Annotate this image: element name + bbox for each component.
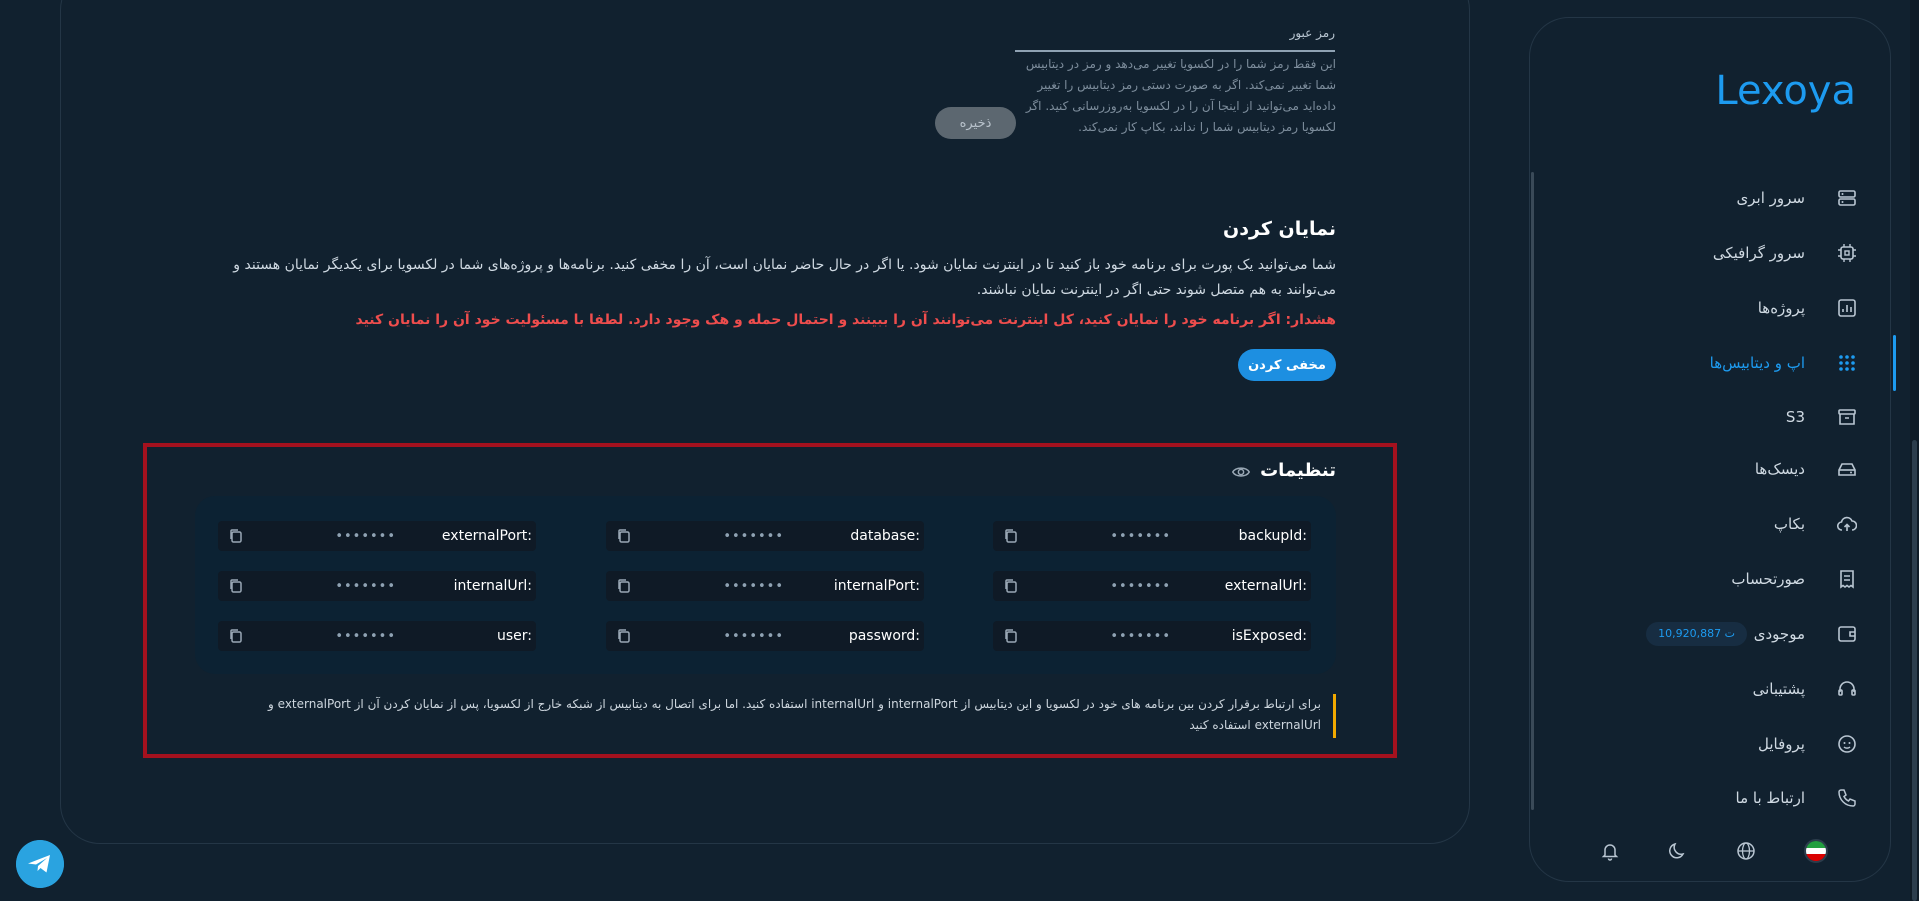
iran-flag-icon[interactable] (1804, 839, 1828, 863)
telegram-icon[interactable] (16, 840, 64, 888)
field-value-masked: ••••••• (335, 628, 396, 644)
hide-button[interactable]: مخفی کردن (1238, 349, 1336, 381)
sidebar-item-label: پروژه‌ها (1757, 299, 1805, 317)
sidebar-item-label: پشتیبانی (1752, 680, 1805, 698)
copy-icon[interactable] (616, 578, 632, 594)
copy-icon[interactable] (228, 578, 244, 594)
field-externalurl (993, 571, 1311, 601)
field-value-masked: ••••••• (723, 578, 784, 594)
field-value-masked: ••••••• (335, 528, 396, 544)
cloud-upload-icon (1837, 514, 1857, 534)
field-key: externalUrl: (1224, 578, 1307, 594)
field-value-masked: ••••••• (723, 528, 784, 544)
copy-icon[interactable] (228, 528, 244, 544)
field-key: backupId: (1238, 528, 1307, 544)
wallet-icon (1837, 624, 1857, 644)
sidebar-item-cloud-server[interactable] (1600, 178, 1857, 218)
sidebar-item-label: سرور ابری (1736, 189, 1805, 207)
moon-icon[interactable] (1668, 841, 1688, 861)
face-icon (1837, 734, 1857, 754)
field-database (606, 521, 924, 551)
page-scrollbar-thumb[interactable] (1912, 440, 1917, 901)
receipt-icon (1837, 569, 1857, 589)
copy-icon[interactable] (1003, 578, 1019, 594)
sidebar-item-profile[interactable] (1600, 724, 1857, 764)
chart-icon (1837, 298, 1857, 318)
copy-icon[interactable] (228, 628, 244, 644)
field-password (606, 621, 924, 651)
server-icon (1837, 188, 1857, 208)
bell-icon[interactable] (1600, 841, 1620, 861)
field-isexposed (993, 621, 1311, 651)
password-label: رمز عبور (1289, 26, 1335, 40)
password-input[interactable] (1015, 50, 1335, 52)
sidebar-item-s3[interactable] (1600, 397, 1857, 437)
field-key: internalPort: (833, 578, 920, 594)
logo[interactable]: Lexoya (1715, 68, 1856, 114)
sidebar-item-label: S3 (1785, 408, 1805, 426)
field-key: externalPort: (441, 528, 532, 544)
sidebar-item-apps-databases[interactable] (1600, 343, 1857, 383)
field-key: user: (496, 628, 532, 644)
sidebar-item-label: اپ و دیتابیس‌ها (1709, 354, 1805, 372)
field-value-masked: ••••••• (1110, 528, 1171, 544)
active-indicator (1893, 335, 1896, 391)
balance-badge: 10,920,887 ت (1646, 622, 1747, 646)
sidebar-item-invoices[interactable] (1600, 559, 1857, 599)
field-backupid (993, 521, 1311, 551)
sidebar-item-backup[interactable] (1600, 504, 1857, 544)
expose-warning: هشدار: اگر برنامه خود را نمایان کنید، کل اینترنت می‌توانند آن را ببینند و احتمال حمله و هک وجود دارد. لطفا با مسئولیت خود آن را نمایان کنید (355, 312, 1336, 328)
grid-dots-icon (1837, 353, 1857, 373)
field-internalurl (218, 571, 536, 601)
sidebar-item-label: ارتباط با ما (1735, 789, 1805, 807)
eye-icon[interactable] (1232, 465, 1250, 479)
field-key: isExposed: (1231, 628, 1307, 644)
sidebar-item-projects[interactable] (1600, 288, 1857, 328)
drive-icon (1837, 459, 1857, 479)
headset-icon (1837, 679, 1857, 699)
sidebar-item-label: بکاپ (1773, 515, 1805, 533)
expose-description: شما می‌توانید یک پورت برای برنامه خود باز کنید تا در اینترنت نمایان شود. یا اگر در حال حاضر نمایان است، آن را مخفی کنید. برنامه‌ها و پروژه‌های شما در لکسویا برای یکدیگر نمایان هستند و می‌توانند به هم متصل شوند حتی اگر در اینترنت نمایان نباشند. (233, 257, 1336, 298)
sidebar-item-contact[interactable] (1600, 778, 1857, 818)
sidebar-item-label: پروفایل (1758, 735, 1805, 753)
sidebar-item-label: دیسک‌ها (1754, 460, 1805, 478)
sidebar-item-support[interactable] (1600, 669, 1857, 709)
sidebar-item-label: سرور گرافیکی (1712, 244, 1805, 262)
password-help-text: این فقط رمز شما را در لکسویا تغییر می‌دهد و رمز در دیتابیس شما تغییر نمی‌کند. اگر به صورت دستی رمز دیتابیس را تغییر داده‌اید می‌توانید از اینجا آن را در لکسویا به‌روزرسانی کنید. اگر لکسویا رمز دیتابیس شما را نداند، بکاپ کار نمی‌کند. (1025, 57, 1336, 134)
field-value-masked: ••••••• (723, 628, 784, 644)
copy-icon[interactable] (1003, 528, 1019, 544)
field-user (218, 621, 536, 651)
connection-info-note: برای ارتباط برقرار کردن بین برنامه های خود در لکسویا و این دیتابیس از internalPort و internalUrl استفاده کنید. اما برای اتصال به دیتابیس از شبکه خارج از لکسویا، پس از نمایان کردن آن از externalPort و externalUrl استفاده کنید (215, 694, 1336, 738)
phone-icon (1837, 788, 1857, 808)
field-internalport (606, 571, 924, 601)
field-value-masked: ••••••• (335, 578, 396, 594)
field-key: database: (850, 528, 920, 544)
copy-icon[interactable] (616, 528, 632, 544)
sidebar-item-label: موجودی (1753, 625, 1805, 643)
field-value-masked: ••••••• (1110, 628, 1171, 644)
copy-icon[interactable] (616, 628, 632, 644)
field-value-masked: ••••••• (1110, 578, 1171, 594)
field-key: password: (848, 628, 920, 644)
chip-icon (1837, 243, 1857, 263)
sidebar-item-gpu-server[interactable] (1600, 233, 1857, 273)
save-button[interactable]: ذخیره (935, 107, 1016, 139)
expose-title: نمایان کردن (1223, 218, 1336, 240)
sidebar-item-balance[interactable] (1600, 614, 1857, 654)
copy-icon[interactable] (1003, 628, 1019, 644)
sidebar-item-disks[interactable] (1600, 449, 1857, 489)
field-externalport (218, 521, 536, 551)
globe-icon[interactable] (1736, 841, 1756, 861)
archive-icon (1837, 407, 1857, 427)
settings-title: تنظیمات (1260, 460, 1336, 481)
sidebar-scrollbar[interactable] (1531, 172, 1534, 810)
sidebar-item-label: صورتحساب (1731, 570, 1805, 588)
field-key: internalUrl: (453, 578, 532, 594)
